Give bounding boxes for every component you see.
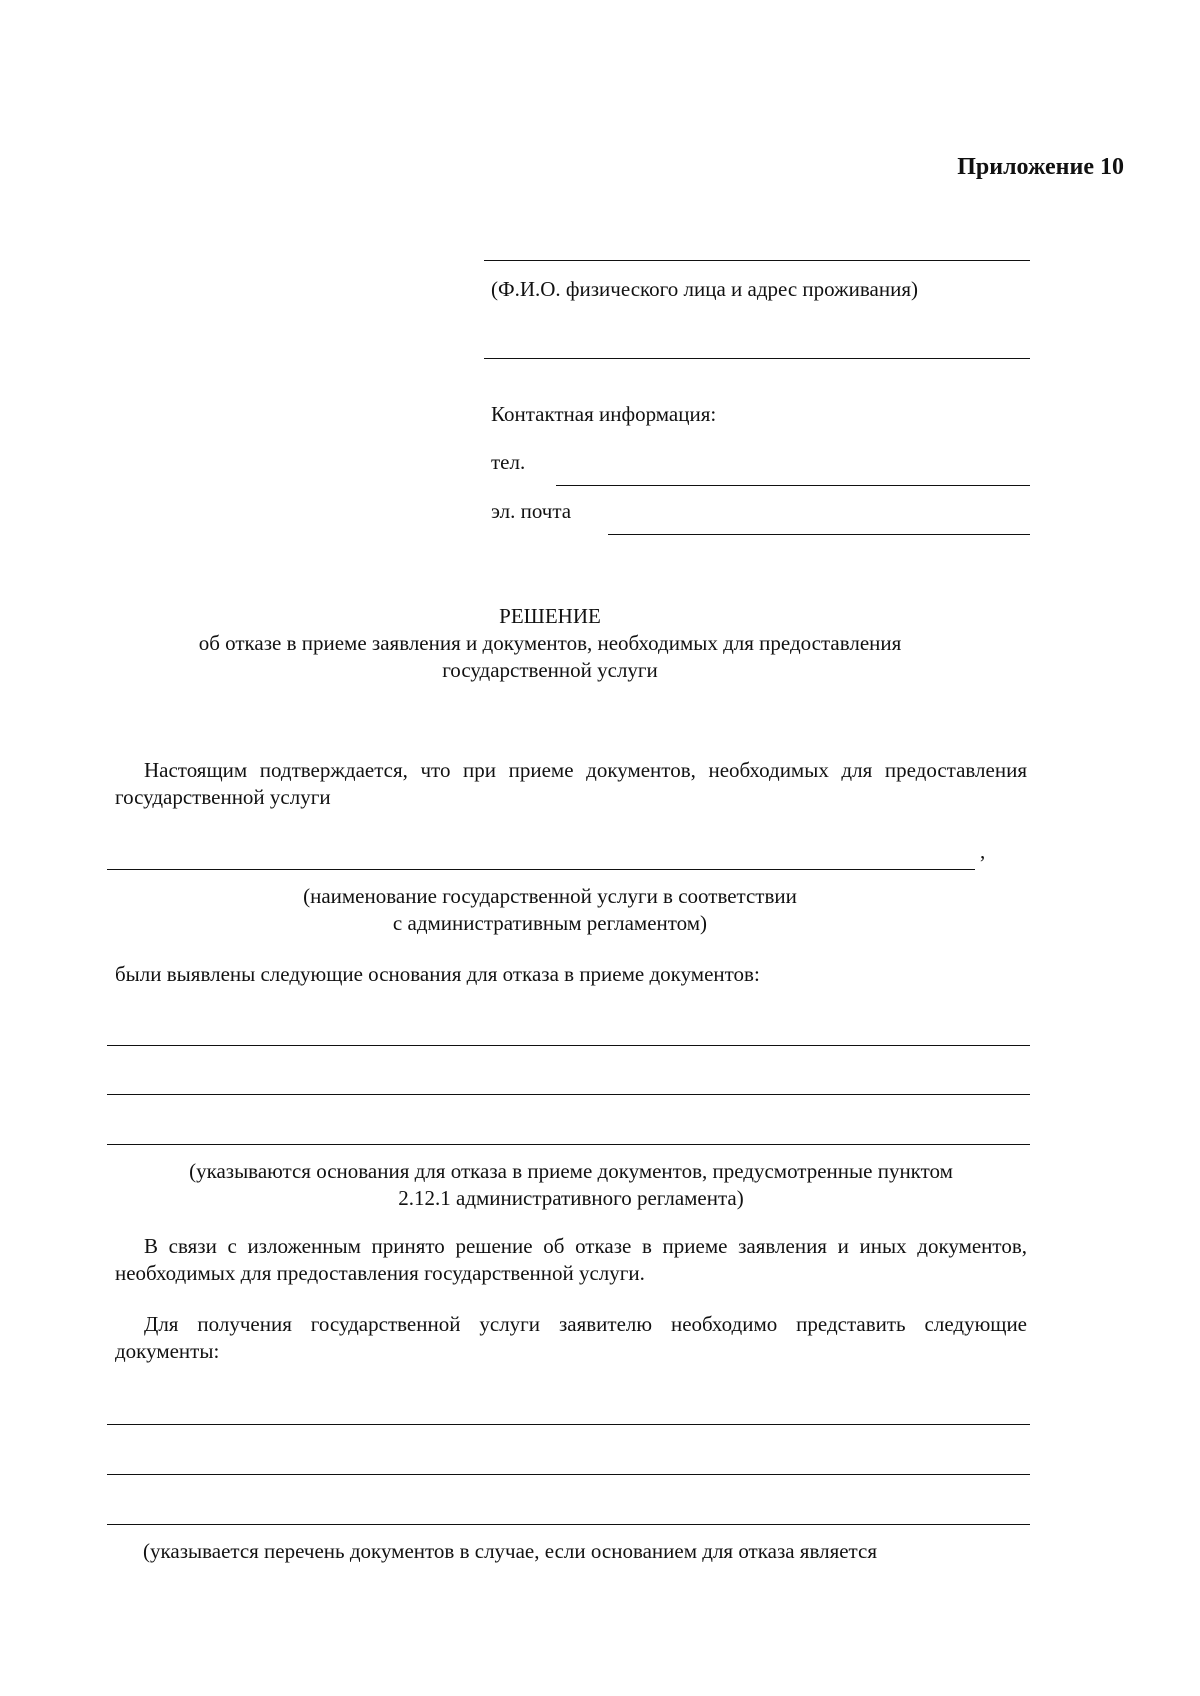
decision-paragraph: В связи с изложенным принято решение об отказе в приеме заявления и иных документов, необходимых для предоставления государственной услуги. <box>115 1234 1027 1285</box>
contact-heading: Контактная информация: <box>491 402 717 426</box>
documents-line-2 <box>107 1474 1030 1475</box>
phone-label: тел. <box>491 450 526 474</box>
documents-line-3 <box>107 1524 1030 1525</box>
grounds-caption-line-2: 2.12.1 административного регламента) <box>398 1186 744 1210</box>
applicant-name-line <box>484 260 1030 261</box>
service-name-comma: , <box>980 839 986 863</box>
appendix-label: Приложение 10 <box>957 154 1124 180</box>
documents-caption-line-1: (указывается перечень документов в случае, если основанием для отказа является <box>143 1539 877 1563</box>
email-field-line <box>608 534 1030 535</box>
intro-paragraph: Настоящим подтверждается, что при приеме документов, необходимых для предоставления государственной услуги <box>115 758 1027 809</box>
grounds-line-3 <box>107 1144 1030 1145</box>
decision-subtitle-line-1: об отказе в приеме заявления и документов, необходимых для предоставления <box>198 631 902 655</box>
email-label: эл. почта <box>491 499 572 523</box>
grounds-line-2 <box>107 1094 1030 1095</box>
applicant-name-caption: (Ф.И.О. физического лица и адрес проживания) <box>491 277 918 301</box>
applicant-address-line <box>484 358 1030 359</box>
service-name-line <box>107 869 975 870</box>
phone-field-line <box>556 485 1030 486</box>
required-documents-paragraph: Для получения государственной услуги заявителю необходимо представить следующие документы: <box>115 1312 1027 1363</box>
documents-line-1 <box>107 1424 1030 1425</box>
service-caption-line-2: с административным регламентом) <box>392 911 708 935</box>
grounds-intro: были выявлены следующие основания для отказа в приеме документов: <box>115 962 760 986</box>
service-caption-line-1: (наименование государственной услуги в соответствии <box>303 884 797 908</box>
service-caption <box>110 883 990 937</box>
grounds-caption <box>115 1158 1027 1212</box>
decision-title-block <box>110 603 990 684</box>
decision-title: РЕШЕНИЕ <box>499 604 601 628</box>
grounds-line-1 <box>107 1045 1030 1046</box>
grounds-caption-line-1: (указываются основания для отказа в приеме документов, предусмотренные пунктом <box>189 1159 953 1183</box>
decision-subtitle-line-2: государственной услуги <box>442 658 658 682</box>
